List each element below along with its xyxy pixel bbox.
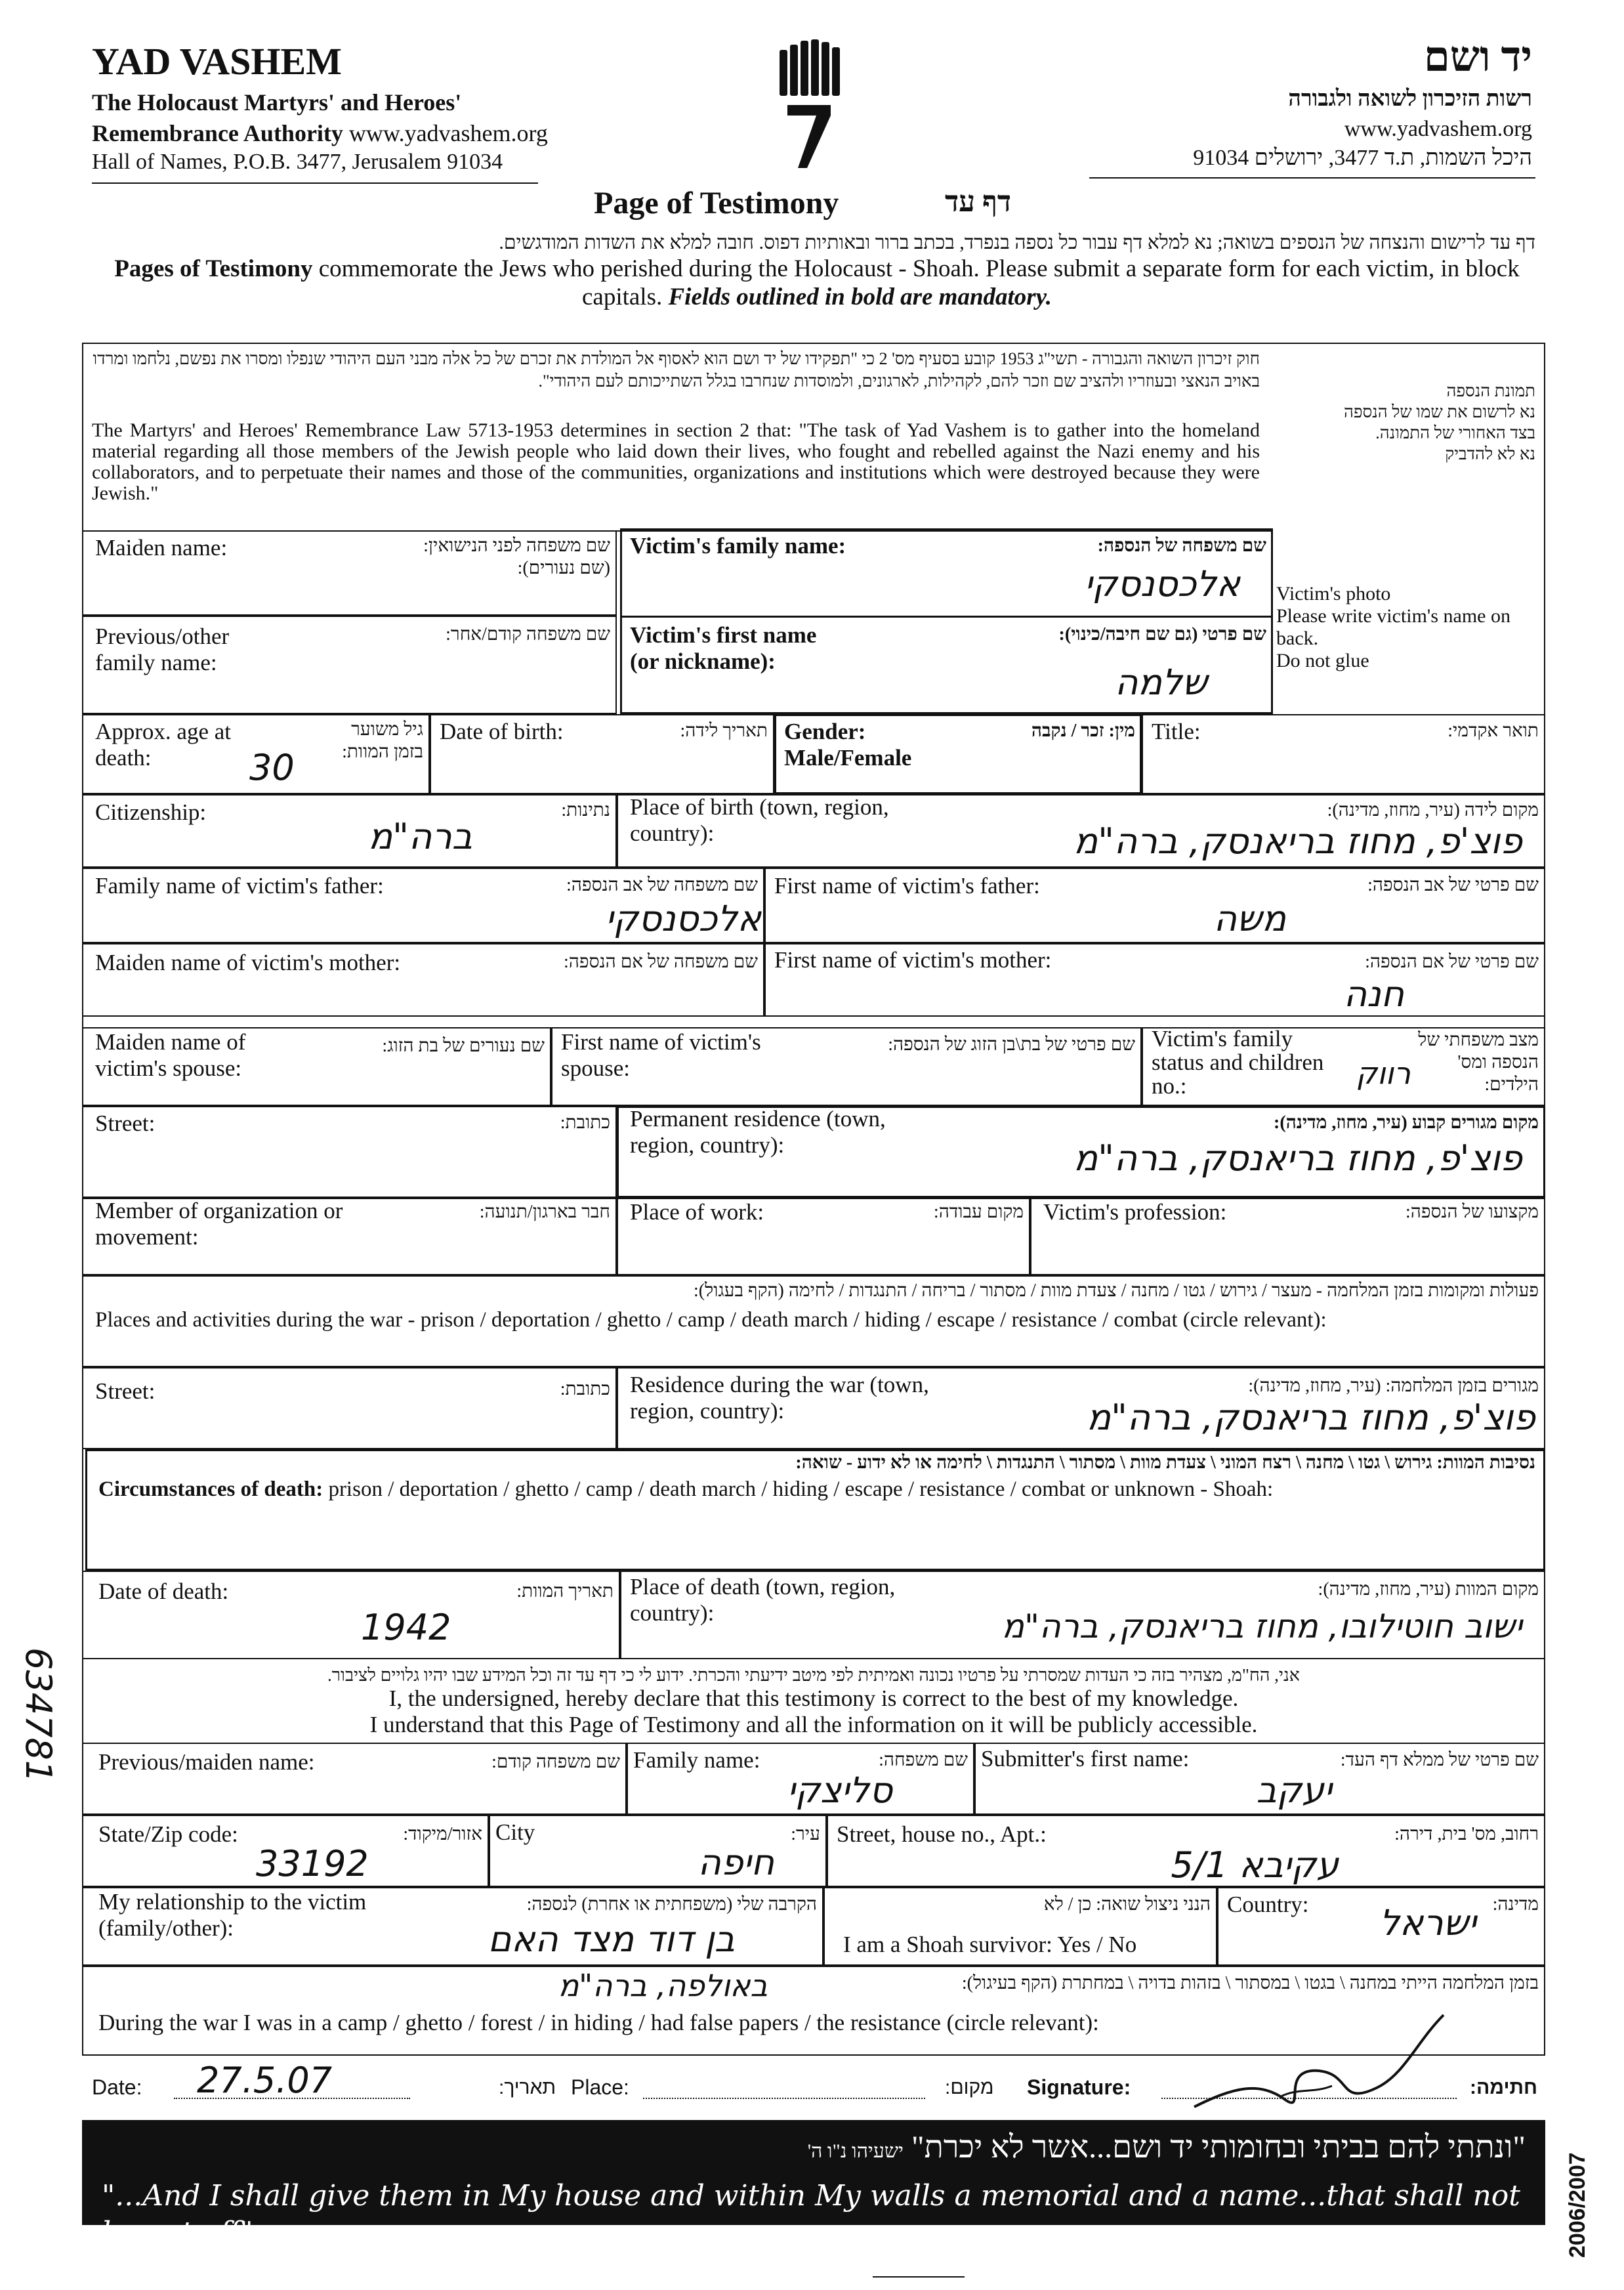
sub-family-name-value: סליצקי [787, 1770, 892, 1811]
menorah-logo [774, 39, 846, 177]
header-underline-right [1089, 177, 1535, 179]
death-date-label-he: תאריך המוות: [516, 1581, 614, 1601]
declaration-en1: I, the undersigned, hereby declare that this testimony is correct to the best of my knowledge. [388, 1686, 1239, 1711]
quote-banner [82, 2120, 1545, 2249]
sub-street-label: Street, house no., Apt.: [837, 1821, 1047, 1847]
age-value: 30 [249, 747, 295, 788]
org-sub-he: רשות הזיכרון לשואה ולגבורה [1288, 87, 1532, 111]
sub-country-value: ישראל [1379, 1902, 1476, 1943]
spouse-maiden-label: Maiden name of victim's spouse: [95, 1029, 246, 1081]
father-first-label: First name of victim's father: [774, 873, 1040, 899]
sub-zip-value: 33192 [256, 1843, 369, 1884]
profession-label-he: מקצועו של הנספה: [1405, 1202, 1539, 1222]
org-name-he: יד ושם [1423, 33, 1532, 80]
sub-city-label-he: עיר: [791, 1824, 820, 1844]
war-residence-label: Residence during the war (town, region, country): [630, 1372, 929, 1424]
sub-first-name-label: Submitter's first name: [981, 1746, 1190, 1771]
sub-relationship-label: My relationship to the victim (family/other): [98, 1889, 367, 1941]
family-status-label: Victim's family status and children no.: [1152, 1026, 1324, 1099]
dob-label: Date of birth: [440, 719, 564, 744]
address-he: היכל השמות, ת.ד 3477, ירושלים 91034 [1193, 146, 1532, 170]
war-street-label: Street: [95, 1378, 156, 1404]
title-he: דף עד [945, 186, 1012, 218]
sub-country-label-he: מדינה: [1492, 1894, 1539, 1915]
war-residence-value: פוצ'פ, מחוז בריאנסק, ברה"מ [1087, 1397, 1535, 1438]
handwritten-signature [1181, 2008, 1457, 2120]
birthplace-label: Place of birth (town, region, country): [630, 794, 889, 846]
birthplace-label-he: מקום לידה (עיר, מחוז, מדינה): [1327, 800, 1539, 820]
address-en: Hall of Names, P.O.B. 3477, Jerusalem 91034 [92, 150, 503, 174]
death-place-label-he: מקום המוות (עיר, מחוז, מדינה): [1318, 1579, 1539, 1600]
sub-war-status-label-he: בזמן המלחמה הייתי במחנה \ בגטו \ במסתור \ בזהות בדויה \ במחתרת (הקף בעיגול): [961, 1973, 1539, 1993]
death-date-value: 1942 [361, 1607, 451, 1648]
war-residence-label-he: מגורים בזמן המלחמה: (עיר, מחוז, מדינה): [1248, 1376, 1539, 1396]
death-circ-label-he: נסיבות המוות: גירוש \ גטו \ מחנה \ רצח המוני \ צעדת מוות \ מסתור \ התנגדות \ לחימה או לא ידוע - שואה: [795, 1452, 1535, 1473]
sub-street-label-he: רחוב, מס' בית, דירה: [1394, 1824, 1539, 1844]
declaration-en2: I understand that this Page of Testimony and all the information on it will be publicly accessible. [369, 1712, 1258, 1737]
perm-residence-label: Permanent residence (town, region, country): [630, 1106, 886, 1158]
war-places-label: Places and activities during the war - prison / deportation / ghetto / camp / death march / hiding / escape / resistance / combat (circle relevant): [95, 1308, 1327, 1332]
intro-he: דף עד לרישום והנצחה של הנספים בשואה; נא למלא דף עבור כל נספה בנפרד, בכתב ברור ובאותיות דפוס. חובה למלא את השדות המודגשים. [499, 232, 1535, 253]
website-he: www.yadvashem.org [1344, 117, 1532, 141]
family-name-label: Victim's family name: [630, 533, 846, 559]
photo-instructions-en: Victim's photo Please write victim's name on back. Do not glue [1276, 583, 1510, 671]
sub-prev-name-label-he: שם משפחה קודם: [491, 1752, 620, 1772]
sub-country-label: Country: [1227, 1892, 1309, 1917]
org-sub2-row [92, 119, 548, 147]
birthplace-value: פוצ'פ, מחוז בריאנסק, ברה"מ [1073, 820, 1522, 862]
war-places-label-he: פעולות ומקומות בזמן המלחמה - מעצר / גירוש / גטו / מחנה / צעדת מוות / מסתור / בריחה / התנגדות / לחימה (הקף בעגול): [694, 1281, 1539, 1301]
banner-quote-en-text: "...And I shall give them in My house and within My walls a memorial and a name...that shall not be cut off" [102, 2179, 1520, 2249]
death-circ-label-text: prison / deportation / ghetto / camp / death march / hiding / escape / resistance / combat or unknown - Shoah: [328, 1477, 1274, 1501]
law-en: The Martyrs' and Heroes' Remembrance Law 5713-1953 determines in section 2 that: "The task of Yad Vashem is to gather into the homeland material regarding all those members of the Jewish people who laid down their lives, who fought and rebelled against the Nazi enemy and his collaborators, and to perpetuate their names and those of the communities, organizations and institutions which were destroyed because they were Jewish." [92, 419, 1260, 504]
sub-zip-label: State/Zip code: [98, 1821, 238, 1847]
family-name-value: אלכסנסקי [1084, 563, 1240, 604]
death-place-value: ישוב חוטילובו, מחוז בריאנסק, ברה"מ [1002, 1607, 1522, 1645]
death-date-label: Date of death: [98, 1579, 229, 1604]
banner-ref-he: ישעיהו נ"ו ה' [807, 2140, 904, 2162]
maiden-name-label-he: שם משפחה לפני הנישואין: (שם נעורים): [423, 536, 610, 578]
banner-quote-he-text: "ונתתי להם בביתי ובחומותי יד ושם...אשר לא יכרת" [911, 2130, 1526, 2165]
mother-first-label-he: שם פרטי של אם הנספה: [1365, 952, 1539, 972]
profession-label: Victim's profession: [1043, 1199, 1227, 1225]
father-family-value: אלכסנסקי [605, 898, 761, 939]
previous-name-label: Previous/other family name: [95, 624, 230, 675]
signature-label-he: חתימה: [1470, 2077, 1538, 2098]
header [0, 0, 1624, 221]
previous-name-label-he: שם משפחה קודם/אחר: [446, 624, 610, 645]
mother-maiden-label-he: שם משפחה של אם הנספה: [564, 952, 758, 972]
spouse-first-label: First name of victim's spouse: [561, 1029, 761, 1081]
intro-en-italic: Fields outlined in bold are mandatory. [668, 284, 1052, 310]
sub-city-label: City [495, 1819, 535, 1845]
workplace-label-he: מקום עבודה: [933, 1202, 1024, 1222]
title-label-he: תואר אקדמי: [1447, 721, 1539, 741]
citizenship-label: Citizenship: [95, 799, 207, 825]
organization-label: Member of organization or movement: [95, 1198, 343, 1250]
sub-prev-name-label: Previous/maiden name: [98, 1749, 315, 1775]
family-name-label-he: שם משפחה של הנספה: [1097, 536, 1266, 556]
date-label-he: תאריך: [499, 2077, 556, 2098]
first-name-label-he: שם פרטי (גם שם חיבה/כינוי): [1058, 624, 1266, 645]
father-family-label: Family name of victim's father: [95, 873, 384, 899]
org-sub1-en: The Holocaust Martyrs' and Heroes' [92, 89, 462, 116]
spouse-first-label-he: שם פרטי של בת\בן הזוג של הנספה: [888, 1034, 1135, 1055]
perm-residence-label-he: מקום מגורים קבוע (עיר, מחוז, מדינה): [1274, 1113, 1539, 1133]
sub-relationship-value: בן דוד מצד האם [488, 1919, 735, 1960]
death-circ-label [98, 1477, 1535, 1502]
family-status-label-he: מצב משפחתי של הנספה ומס' הילדים: [1418, 1030, 1539, 1095]
sub-war-status-value: באולפה, ברה"מ [558, 1968, 768, 2003]
bottom-rule [873, 2276, 965, 2278]
mother-first-value: חנה [1343, 973, 1404, 1015]
side-year: 2006/2007 [1565, 2152, 1590, 2258]
title-en: Page of Testimony [594, 186, 839, 221]
place-label-he: מקום: [945, 2077, 994, 2098]
first-name-value: שלמה [1115, 662, 1207, 703]
place-line[interactable] [643, 2098, 925, 2099]
sub-city-value: חיפה [697, 1842, 774, 1883]
age-label-he: גיל משוער בזמן המוות: [342, 719, 423, 762]
first-name-label: Victim's first name (or nickname): [630, 622, 817, 674]
spouse-maiden-label-he: שם נעורים של בת הזוג: [382, 1036, 545, 1056]
sub-war-status-label: During the war I was in a camp / ghetto / forest / in hiding / had false papers / the resistance (circle relevant): [98, 2010, 1099, 2035]
title-label: Title: [1152, 719, 1201, 744]
margin-number: 634781 [18, 1647, 59, 1783]
banner-quote-he [115, 2127, 1526, 2173]
maiden-name-label: Maiden name: [95, 535, 228, 561]
sub-relationship-label-he: הקרבה שלי (משפחתית או אחרת) לנספה: [526, 1894, 817, 1915]
sub-family-name-label-he: שם משפחה: [879, 1750, 968, 1770]
sub-survivor-label: I am a Shoah survivor: Yes / No [843, 1932, 1137, 1957]
organization-label-he: חבר בארגון/תנועה: [479, 1202, 610, 1222]
header-underline-left [92, 182, 538, 184]
intro-en-text: commemorate the Jews who perished during the Holocaust - Shoah. Please submit a separate form for each victim, in block capitals. [318, 255, 1520, 310]
sub-family-name-label: Family name: [633, 1747, 760, 1773]
banner-quote-en [102, 2178, 1532, 2255]
father-first-label-he: שם פרטי של אב הנספה: [1367, 875, 1539, 895]
gender-label: Gender: Male/Female [784, 719, 912, 771]
sub-zip-label-he: אזור/מיקוד: [403, 1824, 482, 1844]
death-circ-label-bold: Circumstances of death: [98, 1477, 323, 1501]
org-sub2-en: Remembrance Authority [92, 120, 343, 146]
sub-first-name-label-he: שם פרטי של ממלא דף העד: [1340, 1750, 1539, 1770]
street-label-he: כתובת: [560, 1113, 610, 1133]
death-place-label: Place of death (town, region, country): [630, 1574, 896, 1626]
street-label: Street: [95, 1111, 156, 1136]
workplace-label: Place of work: [630, 1199, 764, 1225]
banner-ref-en: Isaiah 56:5 [262, 2225, 366, 2247]
gender-label-he: מין: זכר / נקבה [1031, 721, 1135, 741]
sub-survivor-label-he: הנני ניצול שואה: כן / לא [1043, 1894, 1211, 1915]
father-first-value: משה [1213, 898, 1286, 939]
family-status-value: רווק [1356, 1055, 1411, 1091]
org-name-en: YAD VASHEM [92, 40, 342, 83]
sub-first-name-value: יעקב [1256, 1770, 1332, 1811]
age-label: Approx. age at death: [95, 719, 232, 771]
date-value: 27.5.07 [197, 2060, 333, 2101]
photo-instructions-he: תמונת הנספה נא לרשום את שמו של הנספה בצד האחורי של התמונה. נא לא להדביק [1343, 381, 1535, 463]
intro-en-bold: Pages of Testimony [114, 255, 313, 282]
sub-street-value: עקיבא 5/1 [1171, 1844, 1339, 1886]
signature-label: Signature: [1027, 2075, 1131, 2099]
father-family-label-he: שם משפחה של אב הנספה: [566, 875, 758, 895]
website-en: www.yadvashem.org [348, 120, 548, 146]
war-street-label-he: כתובת: [560, 1379, 610, 1399]
mother-maiden-label: Maiden name of victim's mother: [95, 950, 401, 975]
place-label: Place: [571, 2075, 629, 2099]
law-he: חוק זיכרון השואה והגבורה - תשי"ג 1953 קובע בסעיף מס' 2 כי "תפקידו של יד ושם הוא לאסוף אל המולדת את זכרם של כל אלה מבני העם היהודי שנפלו ומסרו את נפשם, נלחמו ומרדו באויב הנאצי ובעוזריו ולהציב שם וזכר להם, לקהילות, לארגונים, ולמוסדות שנחרבו בגלל השתייכותם לעם היהודי". [93, 349, 1260, 391]
citizenship-label-he: נתינות: [561, 800, 610, 820]
declaration-he: אני, הח"מ, מצהיר בזה כי העדות שמסרתי על פרטיו נכונה ואמיתית לפי מיטב ידיעתי והכרתי. ידוע לי כי דף עד זה וכל המידע שבו יהיו גלויים לציבור. [327, 1665, 1300, 1685]
perm-residence-value: פוצ'פ, מחוז בריאנסק, ברה"מ [1073, 1137, 1522, 1179]
mother-first-label: First name of victim's mother: [774, 947, 1052, 973]
intro-en [98, 255, 1535, 311]
dob-label-he: תאריך לידה: [680, 721, 768, 741]
citizenship-value: ברה"מ [368, 816, 472, 857]
date-label: Date: [92, 2075, 142, 2099]
